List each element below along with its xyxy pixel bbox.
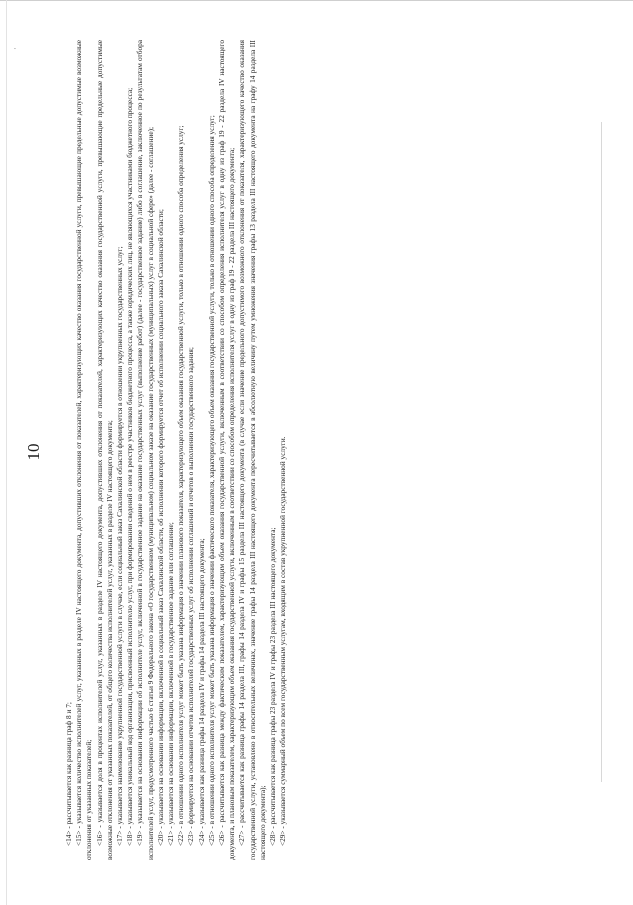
- footnote-21: <21> - указывается на основании информации, включенной в государственное задание или соглашение;: [166, 522, 176, 846]
- footnote-26: <26> - рассчитывается как разница между фактическим показателем, характеризующим объем оказания государственной услуги, включенным в соответствии со способом определения исполнителя услуг в одну из граф 19 - 22 раздела IV настоящего документа, и плановым показателем, характеризующим объем оказания государственной услуги, включенным в соответствии со способом определения исполнителя услуг в одну из граф 19 - 22 раздела III настоящего документа;: [217, 40, 237, 860]
- footnote-27: <27> - рассчитывается как разница графы 14 раздела III, графы 14 раздела IV и графы 15 раздела III настоящего документа (в случае если значение предельного допустимого возможного отклонения от показателя, характеризующего качество оказания государственной услуги, установлено в относительных величинах, значение графы 14 раздела III настоящего документа пересчитывается в абсолютную величину путем умножения значения графы 13 раздела III настоящего документа на графу 14 раздела III настоящего документа);: [237, 40, 267, 860]
- footnote-22: <22> - в отношении одного исполнителя услуг может быть указана информация о значении планового показателя, характеризующего объем оказания государственной услуги, только в отношении одного способа определения услуг;: [176, 125, 186, 846]
- footnote-19: <19> - указывается на основании информации об исполнителе услуг, включенной в государственное задание на оказание государственных услуг (выполнение работ) (далее - государственное задание) либо в соглашение, заключенное по результатам отбора исполнителей услуг, предусмотренного частью 6 статьи 9 Федерального закона «О государственном (муниципальном) социальном заказе на оказание государственных (муниципальных) услуг в социальной сфере» (далее - соглашение);: [135, 40, 155, 860]
- footnote-29: <29> - указывается суммарный объем по всем государственным услугам, входящим в состав укрупненной государственной услуги.: [278, 436, 288, 846]
- footnote-28: <28> - рассчитывается как разница графы 23 раздела IV и графы 23 раздела III настоящего документа;: [268, 527, 278, 846]
- page-number: 10: [24, 443, 43, 461]
- rotated-document-page: [11, 22, 616, 882]
- footnote-20: <20> - указывается на основании информации, включенной в социальный заказ Сахалинской области, об исполнении которого формируется отчет об исполнении социального заказа Сахалинской области;: [155, 209, 165, 846]
- footnote-15: <15> - указывается количество исполнителей услуг, указанных в разделе IV настоящего документа, допустивших отклонения от показателей, характеризующих качество оказания государственной услуги, превышающие предельные допустимые возможные отклонения от указанных показателей;: [74, 40, 94, 860]
- footnote-16: <16> - указывается доля в процентах исполнителей услуг, указанных в разделе IV настоящего документа, допустивших отклонения от показателей, характеризующих качество оказания государственной услуги, превышающие предельные допустимые возможные отклонения от указанных показателей, от общего количества исполнителей услуг, указанных в разделе IV настоящего документа;: [94, 40, 114, 860]
- footnote-25: <25> - в отношении одного исполнителя услуг может быть указана информация о значении фактического показателя, характеризующего объем оказания государственной услуги, только в отношении одного способа определения услуг;: [206, 115, 216, 846]
- footnotes-text-block: [64, 40, 288, 860]
- faint-bottom-rule: [601, 122, 602, 782]
- scan-frame-top-line: [0, 0, 633, 1]
- footnote-23: <23> - формируется на основании отчетов исполнителей государственных услуг об исполнении соглашений и отчетов о выполнении государственного задания;: [186, 347, 196, 846]
- scan-frame-left-line: [6, 0, 7, 905]
- footnote-24: <24> - указывается как разница графы 14 раздела IV и графы 14 раздела III настоящего документа;: [196, 538, 206, 846]
- footnote-17: <17> - указывается наименование укрупненной государственной услуги в случае, если социальный заказ Сахалинской области формируется в отношении укрупненных государственных услуг;: [115, 246, 125, 846]
- footnote-14: <14> - рассчитывается как разница граф 8 и 7;: [64, 702, 73, 846]
- footnote-18: <18> - указывается уникальный код организации, присвоенный исполнителю услуг, при формировании сведений о нем в реестре участников бюджетного процесса, а также юридических лиц, не являющихся участниками бюджетного процесса;: [125, 87, 135, 846]
- corner-mark: ·: [11, 47, 21, 50]
